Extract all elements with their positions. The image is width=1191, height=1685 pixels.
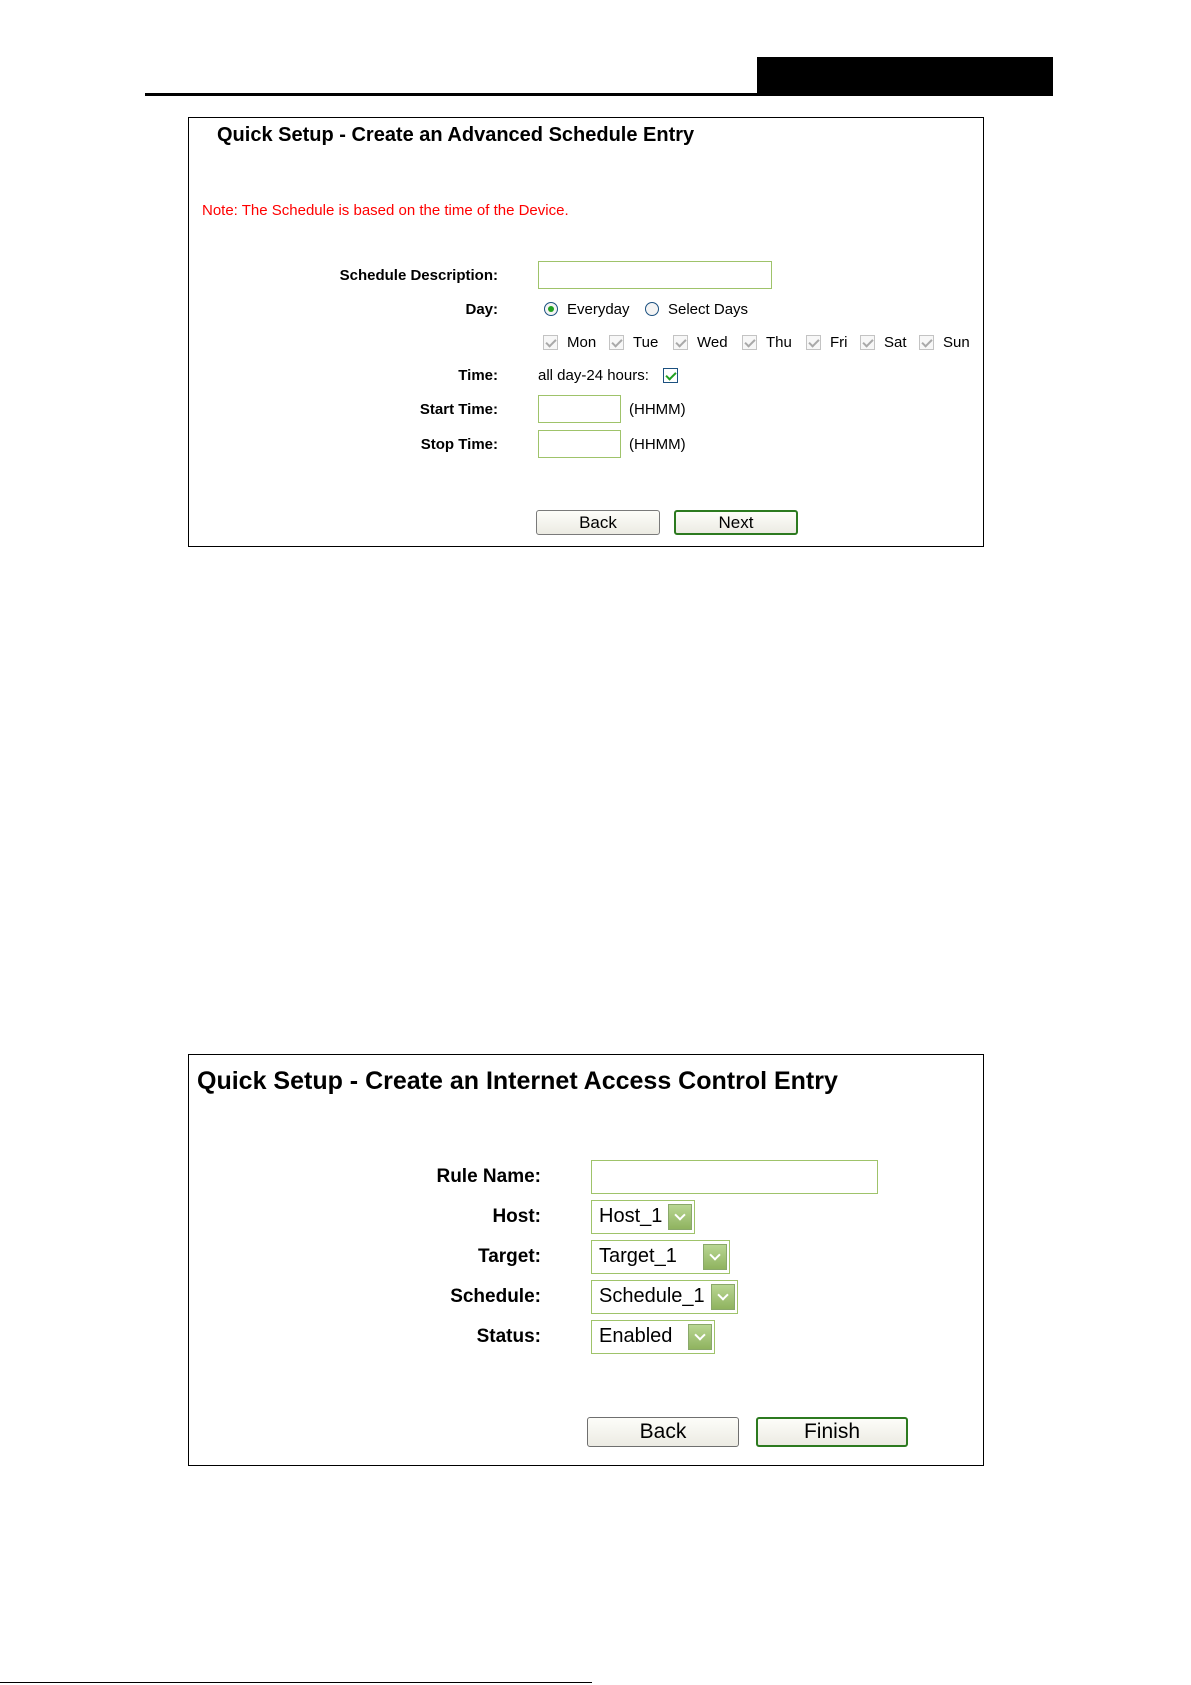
panel-title: Quick Setup - Create an Internet Access Control Entry	[197, 1067, 838, 1095]
rule-name-input[interactable]	[591, 1160, 878, 1194]
schedule-panel	[188, 117, 984, 547]
chevron-down-icon	[688, 1324, 712, 1350]
day-checkbox-tue[interactable]	[609, 335, 624, 350]
start-time-input[interactable]	[538, 395, 621, 423]
stop-time-input[interactable]	[538, 430, 621, 458]
start-time-format: (HHMM)	[629, 401, 686, 418]
day-checkbox-mon[interactable]	[543, 335, 558, 350]
header-black-block	[757, 57, 1053, 96]
target-select[interactable]	[591, 1240, 730, 1274]
day-checkbox-fri[interactable]	[806, 335, 821, 350]
host-label: Host:	[492, 1206, 541, 1227]
host-select-value: Host_1	[599, 1205, 663, 1227]
schedule-description-input[interactable]	[538, 261, 772, 289]
everyday-option-label: Everyday	[567, 301, 630, 318]
schedule-note: Note: The Schedule is based on the time of the Device.	[202, 202, 569, 219]
day-checkbox-wed[interactable]	[673, 335, 688, 350]
day-label-tue: Tue	[633, 334, 659, 351]
status-select[interactable]	[591, 1320, 715, 1354]
day-checkbox-sun[interactable]	[919, 335, 934, 350]
schedule-select[interactable]	[591, 1280, 738, 1314]
schedule-select-value: Schedule_1	[599, 1285, 705, 1307]
stop-time-label: Stop Time:	[420, 436, 498, 453]
day-checkbox-sat[interactable]	[860, 335, 875, 350]
schedule-description-label: Schedule Description:	[339, 267, 498, 284]
day-label-thu: Thu	[766, 334, 792, 351]
next-button[interactable]: Next	[674, 510, 798, 535]
target-label: Target:	[478, 1246, 541, 1267]
header-rule	[145, 93, 1053, 96]
status-label: Status:	[476, 1326, 541, 1347]
day-label-fri: Fri	[830, 334, 848, 351]
target-select-value: Target_1	[599, 1245, 677, 1267]
access-control-panel	[188, 1054, 984, 1466]
chevron-down-icon	[703, 1244, 727, 1270]
host-select[interactable]	[591, 1200, 695, 1234]
day-checkbox-thu[interactable]	[742, 335, 757, 350]
chevron-down-icon	[668, 1204, 692, 1230]
finish-button[interactable]: Finish	[756, 1417, 908, 1447]
back-button[interactable]: Back	[536, 510, 660, 535]
chevron-down-icon	[711, 1284, 735, 1310]
day-label-sat: Sat	[884, 334, 907, 351]
day-label: Day:	[465, 301, 498, 318]
radio-everyday[interactable]	[544, 302, 558, 316]
select-days-option-label: Select Days	[668, 301, 749, 318]
all-day-label: all day-24 hours:	[538, 367, 649, 384]
day-label-sun: Sun	[943, 334, 970, 351]
start-time-label: Start Time:	[419, 401, 498, 418]
day-label-wed: Wed	[697, 334, 728, 351]
day-label-mon: Mon	[567, 334, 597, 351]
radio-select-days[interactable]	[645, 302, 659, 316]
all-day-checkbox[interactable]	[663, 368, 678, 383]
status-select-value: Enabled	[599, 1325, 673, 1347]
footer-rule	[0, 1682, 592, 1683]
rule-name-label: Rule Name:	[436, 1166, 541, 1187]
schedule-label: Schedule:	[450, 1286, 541, 1307]
back-button[interactable]: Back	[587, 1417, 739, 1447]
stop-time-format: (HHMM)	[629, 436, 686, 453]
time-label: Time:	[458, 367, 498, 384]
panel-title: Quick Setup - Create an Advanced Schedule Entry	[217, 124, 695, 146]
